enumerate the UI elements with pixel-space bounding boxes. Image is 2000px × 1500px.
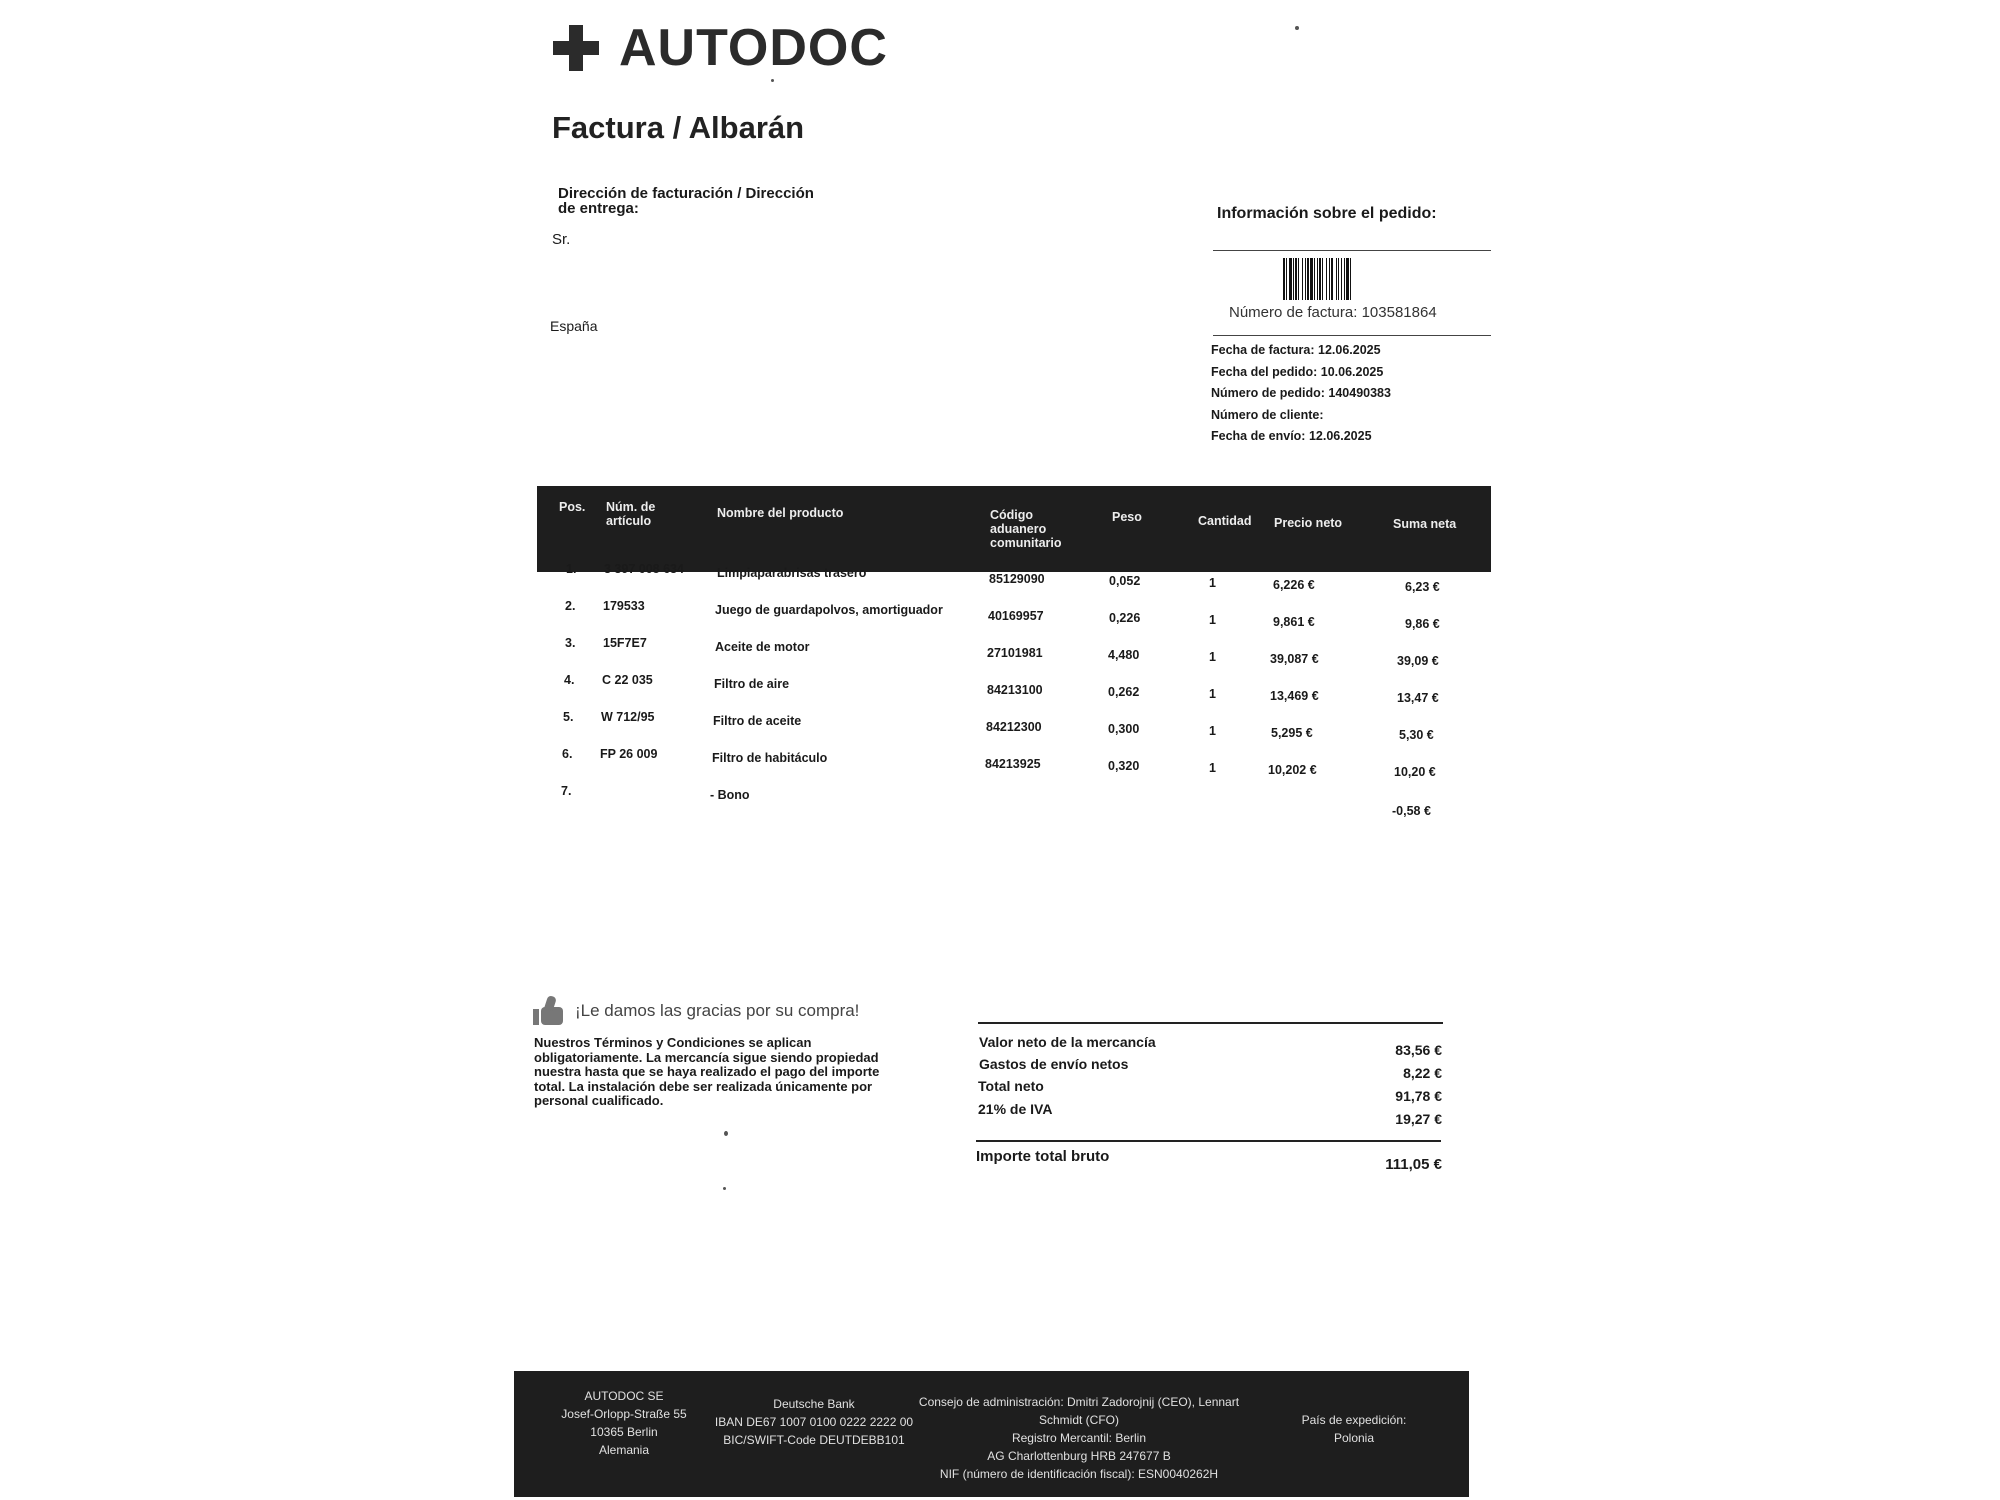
cell-net-price: 10,202 € (1268, 763, 1317, 777)
billing-address-label (558, 186, 858, 216)
billing-country: España (550, 318, 598, 334)
cell-pos: 3. (565, 636, 576, 650)
gross-total-value: 111,05 € (1385, 1156, 1442, 1173)
thanks-title: ¡Le damos las gracias por su compra! (575, 1001, 860, 1020)
order-info-line: Fecha de envío: 12.06.2025 (1211, 429, 1372, 443)
cell-product: Limpiaparabrisas trasero (717, 566, 867, 580)
cell-pos: 1. (566, 562, 577, 576)
plus-logo-icon (553, 25, 599, 71)
cell-qty: 1 (1209, 613, 1216, 627)
col-pos: Pos. (559, 500, 586, 514)
thumbs-up-icon (533, 995, 565, 1027)
total-label-shipping: Gastos de envío netos (979, 1056, 1129, 1072)
cell-net-sum: 10,20 € (1394, 765, 1436, 779)
invoice-number-value: 103581864 (1361, 304, 1437, 321)
cell-weight: 0,320 (1108, 759, 1140, 773)
order-info-line: Fecha de factura: 12.06.2025 (1211, 343, 1381, 357)
cell-product: Juego de guardapolvos, amortiguador (715, 603, 943, 617)
cell-net-sum: 13,47 € (1397, 691, 1439, 705)
scan-speck (771, 79, 774, 82)
cell-article: 179533 (603, 599, 645, 613)
thanks-heading (533, 995, 859, 1027)
table-row (537, 673, 1491, 703)
cell-pos: 5. (563, 710, 574, 724)
gross-total-label: Importe total bruto (976, 1148, 1110, 1165)
cell-weight: 4,480 (1108, 648, 1140, 662)
cell-customs: 27101981 (987, 646, 1043, 660)
autodoc-logo (553, 18, 888, 78)
cell-net-sum: -0,58 € (1392, 804, 1431, 818)
table-row (537, 599, 1491, 629)
cell-net-price: 9,861 € (1273, 615, 1315, 629)
cell-product: Filtro de aceite (713, 714, 802, 728)
terms-text: Nuestros Términos y Condiciones se aplican obligatoriamente. La mercancía sigue siendo propiedad nuestra hasta que se haya realizado el pago del importe total. La instalación debe ser realizada únicamente por personal cualificado. (534, 1035, 880, 1108)
order-info-title: Información sobre el pedido: (1217, 205, 1437, 222)
brand-name: AUTODOC (619, 19, 888, 77)
totals-divider-top (978, 1022, 1443, 1024)
document-title: Factura / Albarán (552, 110, 805, 145)
cell-product: Filtro de aire (714, 677, 790, 691)
cell-pos: 6. (562, 747, 573, 761)
barcode-icon (1283, 258, 1418, 300)
scan-speck (724, 1131, 728, 1136)
cell-customs: 40169957 (988, 609, 1044, 623)
col-customs-code: Código aduanero comunitario (990, 508, 1062, 550)
cell-weight: 0,226 (1109, 611, 1141, 625)
cell-product: - Bono (710, 788, 750, 802)
table-row (537, 710, 1491, 740)
divider (1213, 335, 1491, 336)
scan-speck (723, 1187, 726, 1190)
table-row (537, 747, 1491, 777)
total-value-net: 91,78 € (1395, 1088, 1442, 1104)
cell-article: W 712/95 (601, 710, 655, 724)
barcode-bar (1351, 258, 1353, 300)
total-value-net-goods: 83,56 € (1395, 1042, 1442, 1058)
cell-article: 15F7E7 (603, 636, 647, 650)
cell-net-sum: 5,30 € (1399, 728, 1434, 742)
total-label-net: Total neto (978, 1078, 1044, 1094)
cell-customs: 84212300 (986, 720, 1042, 734)
cell-qty: 1 (1209, 724, 1216, 738)
cell-weight: 0,052 (1109, 574, 1141, 588)
footer-board: Consejo de administración: Dmitri Zadorojnij (CEO), Lennart Schmidt (CFO) Registro Mercantil: Berlin AG Charlottenburg HRB 247677 B NIF (número de identificación fiscal): ESN0040262H (918, 1395, 1240, 1481)
col-product: Nombre del producto (717, 506, 844, 520)
cell-qty: 1 (1209, 650, 1216, 664)
footer (514, 1371, 1469, 1497)
billing-salutation: Sr. (552, 231, 571, 248)
cell-article: C 22 035 (602, 673, 653, 687)
footer-bank: Deutsche Bank IBAN DE67 1007 0100 0222 2222 00 BIC/SWIFT-Code DEUTDEBB101 (714, 1397, 914, 1447)
invoice-number-label: Número de factura: (1229, 304, 1358, 321)
invoice-number (1229, 304, 1437, 321)
table-row (537, 784, 1491, 818)
cell-net-price: 6,226 € (1273, 578, 1315, 592)
cell-pos: 7. (561, 784, 572, 798)
order-info-line: Número de pedido: 140490383 (1211, 386, 1391, 400)
order-info-line: Número de cliente: (1211, 407, 1324, 422)
billing-label-line: Dirección de facturación / Dirección (558, 185, 814, 202)
total-label-vat: 21% de IVA (978, 1101, 1053, 1117)
col-net-price: Precio neto (1274, 516, 1343, 530)
cell-net-sum: 9,86 € (1405, 617, 1440, 631)
table-row (537, 636, 1491, 666)
footer-company: AUTODOC SE Josef-Orlopp-Straße 55 10365 Berlin Alemania (561, 1389, 687, 1457)
cell-net-price: 39,087 € (1270, 652, 1319, 666)
cell-weight: 0,262 (1108, 685, 1140, 699)
cell-net-sum: 39,09 € (1397, 654, 1439, 668)
col-weight: Peso (1112, 510, 1142, 524)
cell-net-price: 13,469 € (1270, 689, 1319, 703)
scan-speck (1295, 26, 1299, 30)
divider (1213, 250, 1491, 251)
order-info-line: Fecha del pedido: 10.06.2025 (1211, 364, 1384, 379)
cell-pos: 4. (564, 673, 575, 687)
col-article: Núm. de artículo (606, 500, 656, 528)
order-info-list (1211, 340, 1391, 448)
cell-net-price: 5,295 € (1271, 726, 1313, 740)
col-net-sum: Suma neta (1393, 517, 1457, 531)
cell-customs: 85129090 (989, 572, 1045, 586)
cell-product: Filtro de habitáculo (712, 751, 828, 765)
cell-pos: 2. (565, 599, 576, 613)
cell-product: Aceite de motor (715, 640, 810, 654)
cell-article: FP 26 009 (600, 747, 658, 761)
cell-qty: 1 (1209, 687, 1216, 701)
total-value-shipping: 8,22 € (1403, 1065, 1442, 1081)
cell-net-sum: 6,23 € (1405, 580, 1440, 594)
cell-qty: 1 (1209, 576, 1216, 590)
table-row (537, 562, 1491, 592)
cell-weight: 0,300 (1108, 722, 1140, 736)
cell-customs: 84213100 (987, 683, 1043, 697)
items-table-header (537, 486, 1491, 572)
cell-qty: 1 (1209, 761, 1216, 775)
footer-shipping-country: País de expedición: Polonia (1301, 1413, 1407, 1445)
billing-label-line: de entrega: (558, 200, 639, 217)
col-qty: Cantidad (1198, 514, 1252, 528)
total-value-vat: 19,27 € (1395, 1111, 1442, 1127)
total-label-net-goods: Valor neto de la mercancía (979, 1034, 1156, 1050)
cell-article: 3 397 008 634 (604, 562, 684, 576)
cell-customs: 84213925 (985, 757, 1041, 771)
totals-divider-bottom (976, 1140, 1441, 1142)
